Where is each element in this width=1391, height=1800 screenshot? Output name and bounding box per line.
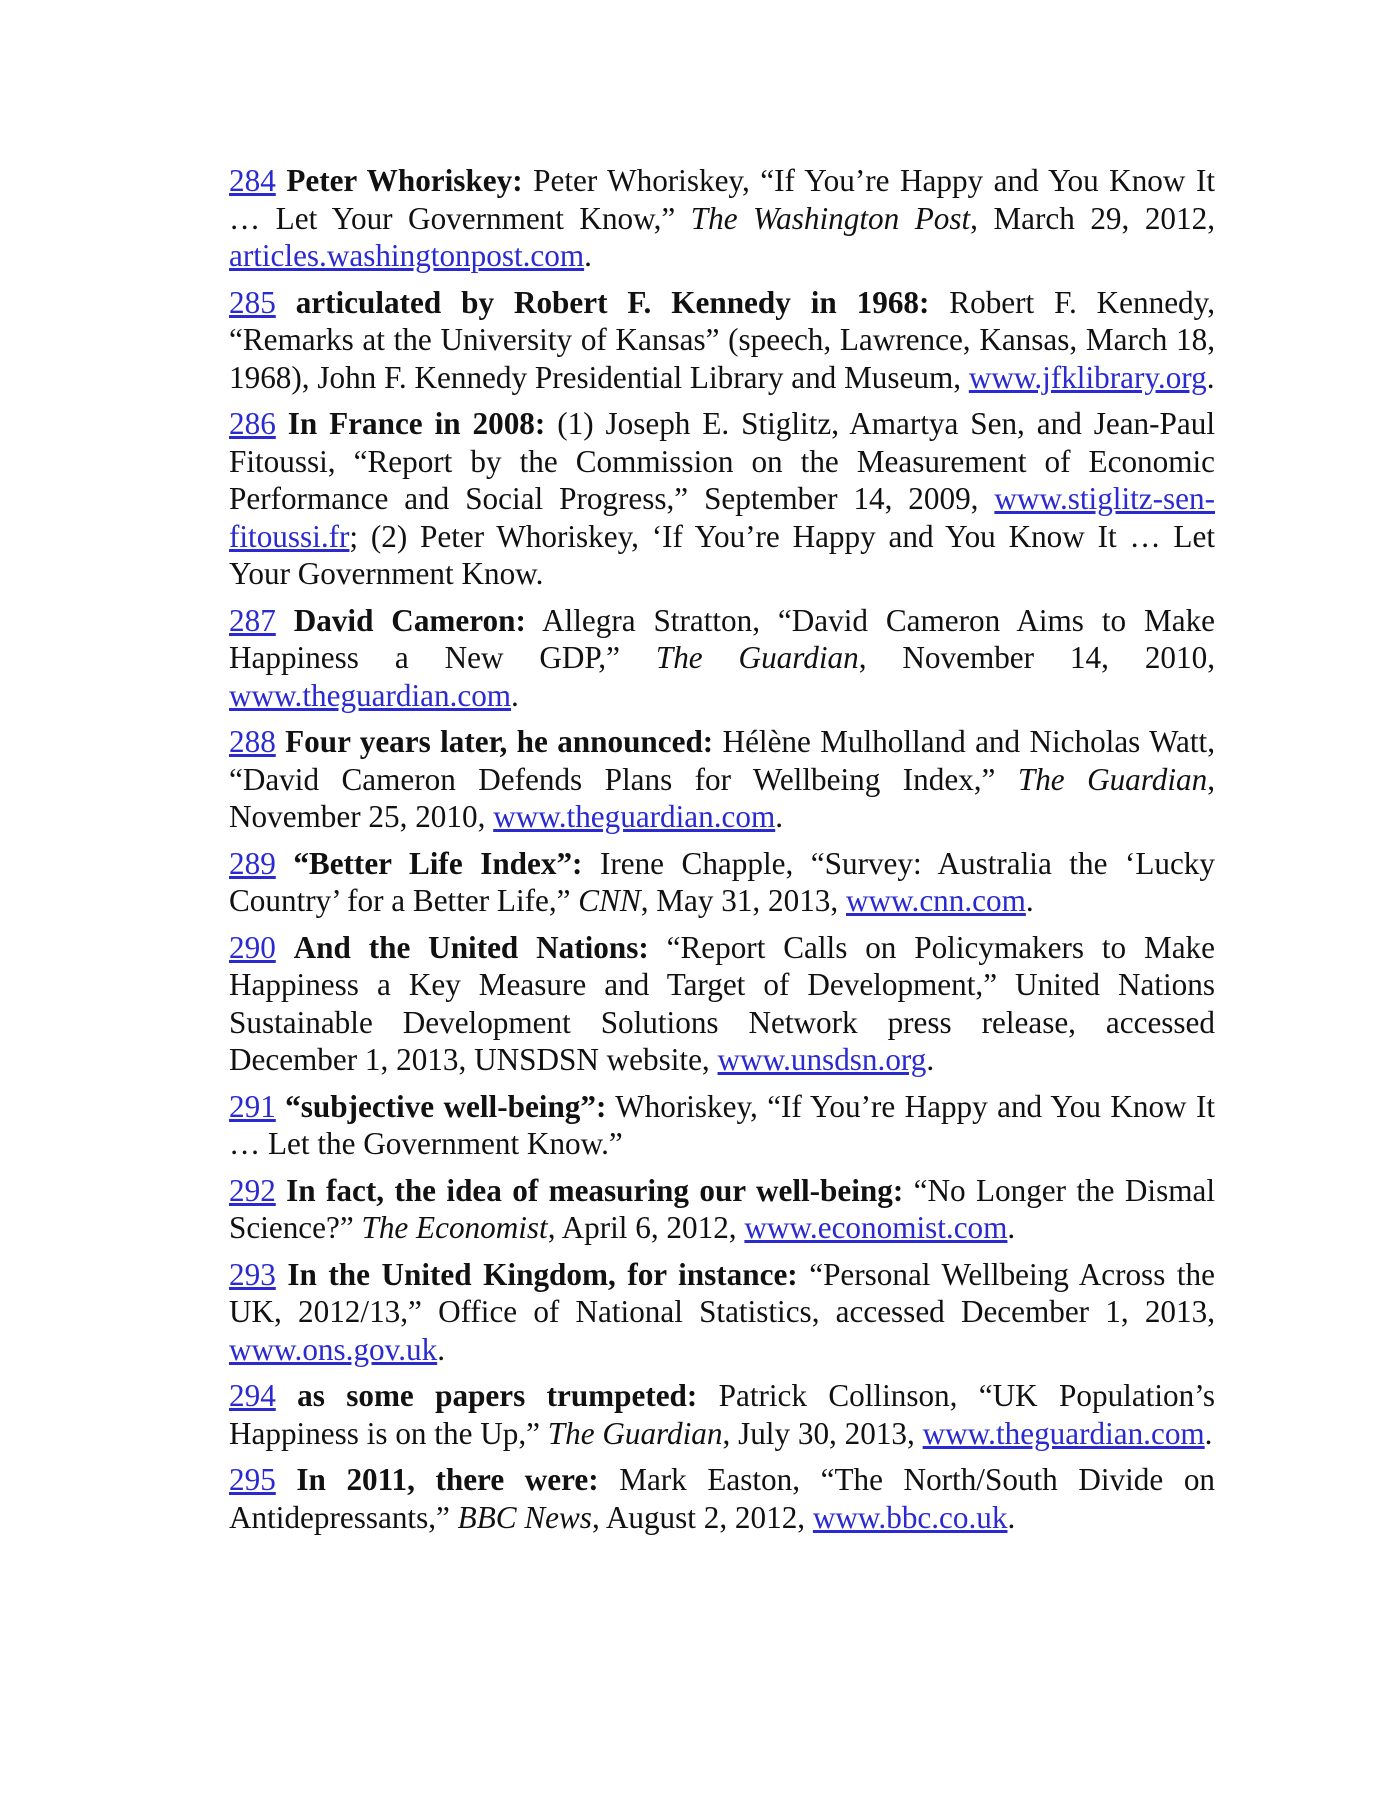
citation-text: “Report Calls on Policymakers to Make Happiness a Key Measure and Target of Development,” United Nations Sustainable Development Solutions Network press release, accessed December 1, 2013, UNSDSN website, [229, 929, 1215, 1077]
publication-title: The Guardian [547, 1415, 723, 1451]
endnote-293 [229, 1256, 1215, 1369]
endnote-heading: David Cameron: [293, 602, 526, 638]
endnote-295 [229, 1461, 1215, 1536]
endnote-number-link[interactable]: 284 [229, 163, 276, 198]
citation-text: Hélène Mulholland and Nicholas Watt, “David Cameron Defends Plans for Wellbeing Index,” [229, 724, 1215, 797]
source-url-link[interactable]: www.economist.com [744, 1210, 1008, 1245]
endnote-heading: In the United Kingdom, for instance: [287, 1256, 798, 1292]
endnote-291 [229, 1088, 1215, 1163]
endnote-heading: “Better Life Index”: [293, 845, 583, 881]
endnote-286 [229, 405, 1215, 593]
citation-text: Patrick Collinson, “UK Population’s Happiness is on the Up,” [229, 1378, 1215, 1451]
citation-text: . [1007, 1499, 1016, 1535]
publication-title: The Economist [361, 1210, 548, 1245]
endnote-number-link[interactable]: 292 [229, 1172, 276, 1208]
source-url-link[interactable]: www.theguardian.com [493, 799, 776, 834]
citation-text: . [1025, 883, 1034, 918]
citation-text: , May 31, 2013, [640, 883, 846, 918]
citation-text: . [511, 677, 519, 713]
citation-text: . [584, 238, 592, 273]
citation-text: (1) Joseph E. Stiglitz, Amartya Sen, and Jean-Paul Fitoussi, “Report by the Commission on the Measurement of Economic Performance and Social Progress,” September 14, 2009, [229, 406, 1215, 516]
citation-text: ; (2) Peter Whoriskey, ‘If You’re Happy and You Know It … Let Your Government Know. [229, 518, 1215, 591]
endnote-number-link[interactable]: 293 [229, 1256, 276, 1292]
citation-text: Whoriskey, “If You’re Happy and You Know It … Let the Government Know.” [229, 1088, 1215, 1161]
citation-text: , November 14, 2010, [858, 640, 1215, 675]
endnote-number-link[interactable]: 289 [229, 845, 276, 881]
publication-title: The Washington Post [690, 200, 971, 236]
source-url-link[interactable]: www.unsdsn.org [717, 1042, 927, 1077]
citation-text: “Personal Wellbeing Across the UK, 2012/13,” Office of National Statistics, accessed December 1, 2013, [229, 1256, 1215, 1329]
publication-title: BBC News [457, 1499, 592, 1535]
citation-text: . [1204, 1415, 1213, 1451]
endnote-number-link[interactable]: 294 [229, 1378, 276, 1413]
endnote-heading: articulated by Robert F. Kennedy in 1968: [295, 284, 930, 320]
endnote-number-link[interactable]: 288 [229, 724, 276, 759]
endnote-292 [229, 1172, 1215, 1247]
endnote-294 [229, 1377, 1215, 1452]
citation-text: , July 30, 2013, [722, 1415, 923, 1451]
source-url-link[interactable]: www.theguardian.com [229, 677, 512, 713]
citation-text: , November 25, 2010, [229, 761, 1216, 834]
source-url-link[interactable]: www.stiglitz-sen-fitoussi.fr [229, 481, 1215, 554]
citation-text: Irene Chapple, “Survey: Australia the ‘Lucky Country’ for a Better Life,” [229, 845, 1215, 918]
publication-title: The Guardian [1017, 761, 1208, 797]
endnote-number-link[interactable]: 285 [229, 284, 276, 320]
endnote-289 [229, 845, 1215, 920]
source-url-link[interactable]: articles.washingtonpost.com [229, 238, 585, 273]
endnote-number-link[interactable]: 290 [229, 929, 276, 965]
endnote-heading: Four years later, he announced: [285, 724, 714, 759]
citation-text: . [926, 1042, 935, 1077]
citation-text: , August 2, 2012, [591, 1499, 813, 1535]
endnote-287 [229, 602, 1215, 715]
citation-text: , March 29, 2012, [970, 200, 1215, 236]
endnote-288 [229, 723, 1215, 836]
endnote-heading: In 2011, there were: [296, 1462, 599, 1497]
endnote-290 [229, 929, 1215, 1079]
endnote-number-link[interactable]: 295 [229, 1462, 276, 1497]
publication-title: CNN [578, 883, 641, 918]
citation-text: Peter Whoriskey, “If You’re Happy and You Know It … Let Your Government Know,” [229, 163, 1215, 236]
publication-title: The Guardian [655, 640, 859, 675]
endnote-heading: In fact, the idea of measuring our well-being: [286, 1172, 904, 1208]
endnote-number-link[interactable]: 286 [229, 406, 276, 441]
endnote-number-link[interactable]: 291 [229, 1088, 276, 1124]
source-url-link[interactable]: www.ons.gov.uk [229, 1331, 438, 1367]
source-url-link[interactable]: www.bbc.co.uk [812, 1499, 1008, 1535]
endnote-heading: In France in 2008: [287, 406, 546, 441]
source-url-link[interactable]: www.cnn.com [846, 883, 1026, 918]
endnote-285 [229, 284, 1215, 397]
source-url-link[interactable]: www.theguardian.com [922, 1415, 1205, 1451]
endnote-heading: And the United Nations: [293, 929, 649, 965]
endnote-number-link[interactable]: 287 [229, 602, 276, 638]
citation-text: . [437, 1331, 445, 1367]
endnote-284 [229, 162, 1215, 275]
citation-text: Mark Easton, “The North/South Divide on Antidepressants,” [229, 1462, 1216, 1535]
endnote-heading: “subjective well-being”: [285, 1088, 607, 1124]
citation-text: “No Longer the Dismal Science?” [229, 1172, 1215, 1245]
citation-text: , April 6, 2012, [547, 1210, 745, 1245]
citation-text: . [1007, 1210, 1016, 1245]
endnote-heading: Peter Whoriskey: [286, 163, 523, 198]
source-url-link[interactable]: www.jfklibrary.org [968, 359, 1207, 395]
citation-text: Allegra Stratton, “David Cameron Aims to Make Happiness a New GDP,” [229, 602, 1216, 675]
citation-text: Robert F. Kennedy, “Remarks at the University of Kansas” (speech, Lawrence, Kansas, March 18, 1968), John F. Kennedy Presidential Library and Museum, [229, 284, 1215, 395]
endnote-heading: as some papers trumpeted: [297, 1378, 698, 1413]
citation-text: . [1206, 359, 1215, 395]
endnotes-list [229, 162, 1215, 1545]
citation-text: . [775, 799, 784, 834]
